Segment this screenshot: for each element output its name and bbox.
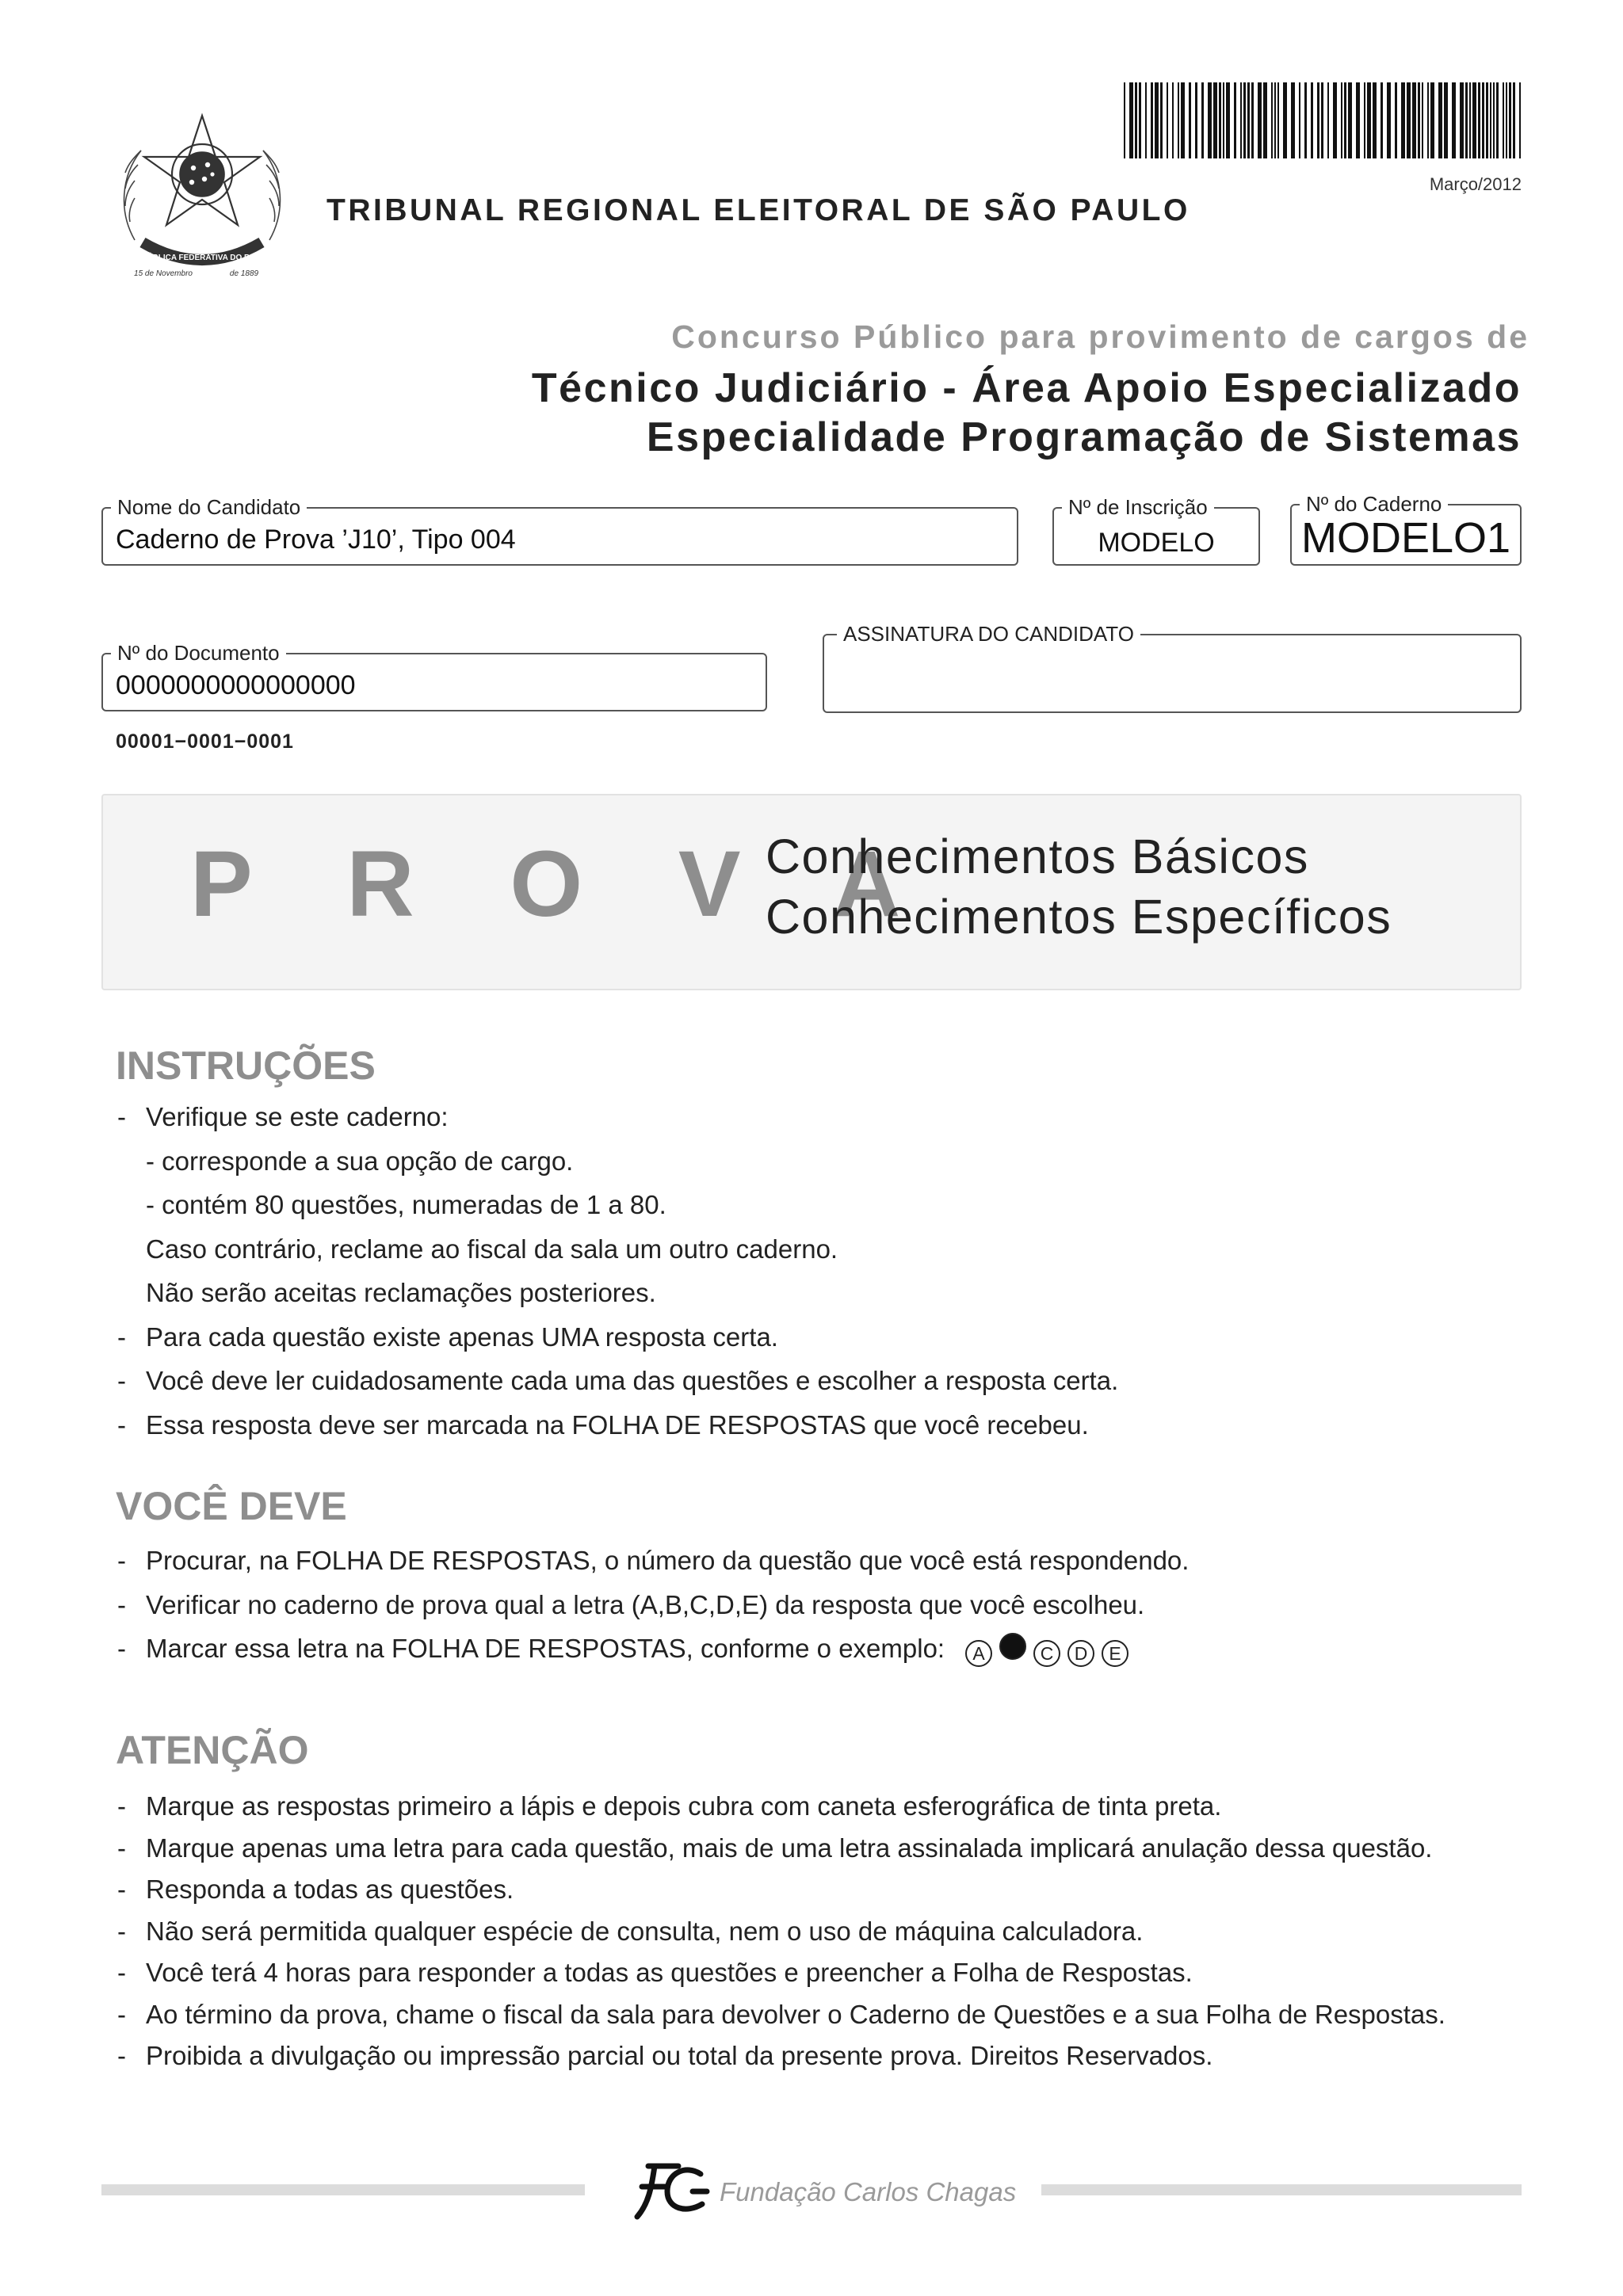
barcode-bar (1430, 82, 1434, 158)
barcode-bar (1444, 82, 1448, 158)
barcode-bar (1223, 82, 1224, 158)
barcode-bar (1348, 82, 1352, 158)
booklet-code: 00001−0001−0001 (116, 730, 294, 753)
registration-number-label: Nº de Inscrição (1062, 495, 1214, 520)
bullet-dash: - (117, 1409, 126, 1440)
instruction-line: Verifique se este caderno: (146, 1102, 449, 1131)
barcode-bar (1201, 82, 1204, 158)
barcode-bar (1333, 82, 1337, 158)
barcode-bar (1167, 82, 1168, 158)
bullet-dash: - (117, 1833, 126, 1863)
attention-title: ATENÇÃO (116, 1728, 309, 1772)
barcode-bar (1274, 82, 1276, 158)
position-title-line1: Técnico Judiciário - Área Apoio Especializado (531, 365, 1522, 411)
barcode-bar (1486, 82, 1488, 158)
barcode-bar (1124, 82, 1125, 158)
barcode-bar (1213, 82, 1217, 158)
bullet-dash: - (117, 1875, 126, 1904)
svg-text:de 1889: de 1889 (229, 269, 259, 278)
instruction-line: Não serão aceitas reclamações posteriores. (146, 1278, 656, 1307)
instruction-line: Você deve ler cuidadosamente cada uma das questões e escolher a resposta certa. (146, 1366, 1119, 1395)
barcode-bar (1472, 82, 1476, 158)
bullet-dash: - (117, 1366, 126, 1395)
barcode-bar (1344, 82, 1346, 158)
barcode-bar (1496, 82, 1499, 158)
barcode-bar (1172, 82, 1174, 158)
barcode-bar (1283, 82, 1287, 158)
answer-bubble-a: A (965, 1640, 992, 1667)
barcode-bar (1243, 82, 1246, 158)
barcode-bar (1299, 82, 1300, 158)
barcode-bar (1135, 82, 1137, 158)
barcode-bar (1263, 82, 1267, 158)
exam-title: P R O V A (190, 832, 936, 936)
barcode-bar (1418, 82, 1420, 158)
bullet-dash: - (117, 1999, 126, 2029)
barcode-bar (1129, 82, 1133, 158)
instruction-line: Para cada questão existe apenas UMA resposta certa. (146, 1322, 778, 1352)
barcode-bar (1181, 82, 1185, 158)
booklet-number-field[interactable] (1290, 492, 1522, 566)
barcode-bar (1258, 82, 1262, 158)
barcode-bar (1139, 82, 1141, 158)
instruction-line: Verificar no caderno de prova qual a letra (A,B,C,D,E) da resposta que você escolheu. (146, 1589, 1145, 1619)
barcode-bar (1438, 82, 1442, 158)
barcode-bar (1519, 82, 1521, 158)
barcode-bar (1219, 82, 1221, 158)
answer-bubble-b (999, 1633, 1026, 1660)
barcode-bar (1341, 82, 1342, 158)
instruction-line: Marcar essa letra na FOLHA DE RESPOSTAS, conforme o exemplo: (146, 1634, 945, 1663)
document-number-value: 0000000000000000 (116, 670, 356, 700)
you-must-title: VOCÊ DEVE (116, 1484, 347, 1528)
barcode-bar (1503, 82, 1504, 158)
footer-org-name: Fundação Carlos Chagas (720, 2177, 1017, 2206)
contest-intro: Concurso Público para provimento de cargos de (671, 318, 1529, 355)
answer-bubble-c: C (1033, 1640, 1060, 1667)
barcode-bar (1160, 82, 1163, 158)
candidate-name-field[interactable] (101, 495, 1018, 566)
barcode-bar (1311, 82, 1313, 158)
brazil-coat-of-arms-seal (111, 101, 293, 284)
instruction-line: Você terá 4 horas para responder a todas as questões e preencher a Folha de Respostas. (146, 1958, 1193, 1987)
instruction-line: Procurar, na FOLHA DE RESPOSTAS, o número da questão que você está respondendo. (146, 1546, 1190, 1575)
barcode-bar (1321, 82, 1323, 158)
bullet-dash: - (117, 1322, 126, 1352)
barcode-bar (1364, 82, 1365, 158)
booklet-number-value: MODELO1 (1301, 514, 1511, 562)
barcode-bar (1460, 82, 1464, 158)
exam-subject-basic: Conhecimentos Básicos (766, 830, 1309, 883)
barcode-bar (1151, 82, 1153, 158)
barcode-bar (1422, 82, 1423, 158)
footer-rule-left (101, 2184, 585, 2195)
document-number-field[interactable] (101, 641, 767, 711)
answer-example-bubbles (965, 1633, 1136, 1667)
barcode-bar (1478, 82, 1480, 158)
barcode-bar (1291, 82, 1295, 158)
barcode-bar (1240, 82, 1242, 158)
instruction-line: Marque apenas uma letra para cada questão, mais de uma letra assinalada implicará anulação dessa questão. (146, 1833, 1433, 1863)
barcode-bar (1145, 82, 1147, 158)
barcode-bar (1490, 82, 1491, 158)
barcode-bar (1493, 82, 1495, 158)
barcode-bar (1208, 82, 1212, 158)
barcode-bar (1226, 82, 1230, 158)
barcode-bar (1251, 82, 1254, 158)
barcode-bar (1277, 82, 1279, 158)
barcode-bar (1155, 82, 1159, 158)
institution-name: TRIBUNAL REGIONAL ELEITORAL DE SÃO PAULO (327, 193, 1190, 227)
barcode-bar (1395, 82, 1397, 158)
instruction-line: Essa resposta deve ser marcada na FOLHA DE RESPOSTAS que você recebeu. (146, 1409, 1089, 1440)
barcode-bar (1469, 82, 1471, 158)
instruction-line: Ao término da prova, chame o fiscal da sala para devolver o Caderno de Questões e a sua Folha de Respostas. (146, 1999, 1445, 2029)
barcode-bar (1509, 82, 1511, 158)
barcode-bar (1401, 82, 1405, 158)
candidate-name-value: Caderno de Prova ’J10’, Tipo 004 (116, 524, 516, 555)
booklet-number-label: Nº do Caderno (1300, 492, 1448, 517)
bullet-dash: - (117, 1958, 126, 1987)
barcode-bar (1513, 82, 1515, 158)
barcode-bar (1317, 82, 1319, 158)
date: Março/2012 (1429, 174, 1522, 194)
barcode-bar (1247, 82, 1250, 158)
instruction-line: Caso contrário, reclame ao fiscal da sala um outro caderno. (146, 1234, 838, 1264)
barcode-bar (1412, 82, 1416, 158)
barcode-bar (1387, 82, 1391, 158)
barcode-bar (1373, 82, 1377, 158)
barcode-bar (1234, 82, 1236, 158)
instruction-line: Marque as respostas primeiro a lápis e depois cubra com caneta esferográfica de tinta preta. (146, 1791, 1222, 1821)
barcode-bar (1465, 82, 1468, 158)
answer-bubble-e: E (1102, 1640, 1128, 1667)
barcode-bar (1367, 82, 1371, 158)
barcode-bar (1407, 82, 1411, 158)
barcode (1124, 82, 1522, 158)
barcode-bar (1452, 82, 1456, 158)
registration-number-value: MODELO (1098, 528, 1215, 558)
bullet-dash: - (117, 1791, 126, 1821)
instruction-line: Responda a todas as questões. (146, 1875, 514, 1904)
barcode-bar (1189, 82, 1191, 158)
barcode-bar (1356, 82, 1360, 158)
svg-text:REPÚBLICA FEDERATIVA DO BRASIL: REPÚBLICA FEDERATIVA DO BRASIL (130, 254, 274, 262)
barcode-bar (1195, 82, 1197, 158)
document-number-label: Nº do Documento (111, 641, 286, 666)
barcode-bar (1482, 82, 1484, 158)
barcode-bar (1327, 82, 1329, 158)
barcode-bar (1381, 82, 1383, 158)
instruction-line: Não será permitida qualquer espécie de consulta, nem o uso de máquina calculadora. (146, 1916, 1144, 1946)
candidate-signature-field[interactable] (823, 622, 1522, 713)
fcc-logo-icon (631, 2157, 710, 2222)
svg-text:15 de Novembro: 15 de Novembro (134, 269, 193, 278)
bullet-dash: - (117, 1634, 126, 1663)
barcode-bar (1427, 82, 1429, 158)
answer-bubble-d: D (1067, 1640, 1094, 1667)
exam-subject-specific: Conhecimentos Específicos (766, 890, 1392, 944)
barcode-bar (1271, 82, 1273, 158)
position-title-line2: Especialidade Programação de Sistemas (646, 414, 1522, 460)
bullet-dash: - (117, 1589, 126, 1619)
instruction-line: Proibida a divulgação ou impressão parcial ou total da presente prova. Direitos Reservados. (146, 2041, 1213, 2070)
barcode-bar (1304, 82, 1307, 158)
registration-number-field[interactable] (1052, 495, 1260, 566)
candidate-signature-label: ASSINATURA DO CANDIDATO (837, 622, 1140, 646)
barcode-bar (1178, 82, 1179, 158)
bullet-dash: - (117, 2041, 126, 2070)
footer-rule-right (1041, 2184, 1522, 2195)
instruction-line: - corresponde a sua opção de cargo. (146, 1146, 574, 1176)
bullet-dash: - (117, 1916, 126, 1946)
instruction-line: - contém 80 questões, numeradas de 1 a 80. (146, 1190, 666, 1219)
bullet-dash: - (117, 1546, 126, 1575)
instructions-title: INSTRUÇÕES (116, 1043, 376, 1088)
bullet-dash: - (117, 1102, 126, 1131)
barcode-bar (1506, 82, 1507, 158)
candidate-name-label: Nome do Candidato (111, 495, 307, 520)
